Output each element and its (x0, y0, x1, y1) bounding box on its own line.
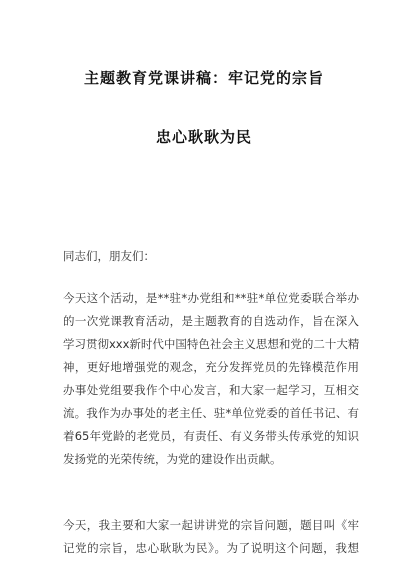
paragraph-line: 着65年党龄的老党员，有责任、有义务带头传承党的知识 (63, 429, 359, 443)
paragraph-line: 今天，我主要和大家一起讲讲党的宗旨问题，题目叫《牢 (63, 518, 359, 532)
paragraph-line: 记党的宗旨，忠心耿耿为民》。为了说明这个问题，我想 (63, 541, 359, 555)
paragraph-line: 办事处党组要我作个中心发言，和大家一起学习，互相交 (63, 383, 359, 397)
paragraph-line: 今天这个活动，是**驻*办党组和**驻*单位党委联合举办 (63, 291, 359, 305)
greeting-line: 同志们，朋友们： (63, 249, 155, 263)
paragraph-line: 的一次党课教育活动，是主题教育的自选动作，旨在深入 (63, 314, 359, 328)
paragraph-line: 神，更好地增强党的观念，充分发挥党员的先锋模范作用 (63, 360, 359, 374)
document-subtitle: 忠心耿耿为民 (155, 128, 252, 146)
paragraph-2 (63, 514, 359, 560)
paragraph-1 (63, 287, 359, 471)
paragraph-line: 流。我作为办事处的老主任、驻*单位党委的首任书记、有 (63, 406, 359, 420)
document-title: 主题教育党课讲稿：牢记党的宗旨 (83, 69, 324, 87)
greeting (63, 245, 359, 268)
paragraph-line: 发扬党的光荣传统，为党的建设作出贡献。 (63, 452, 282, 466)
paragraph-line: 学习贯彻xxx新时代中国特色社会主义思想和党的二十大精 (63, 337, 359, 351)
